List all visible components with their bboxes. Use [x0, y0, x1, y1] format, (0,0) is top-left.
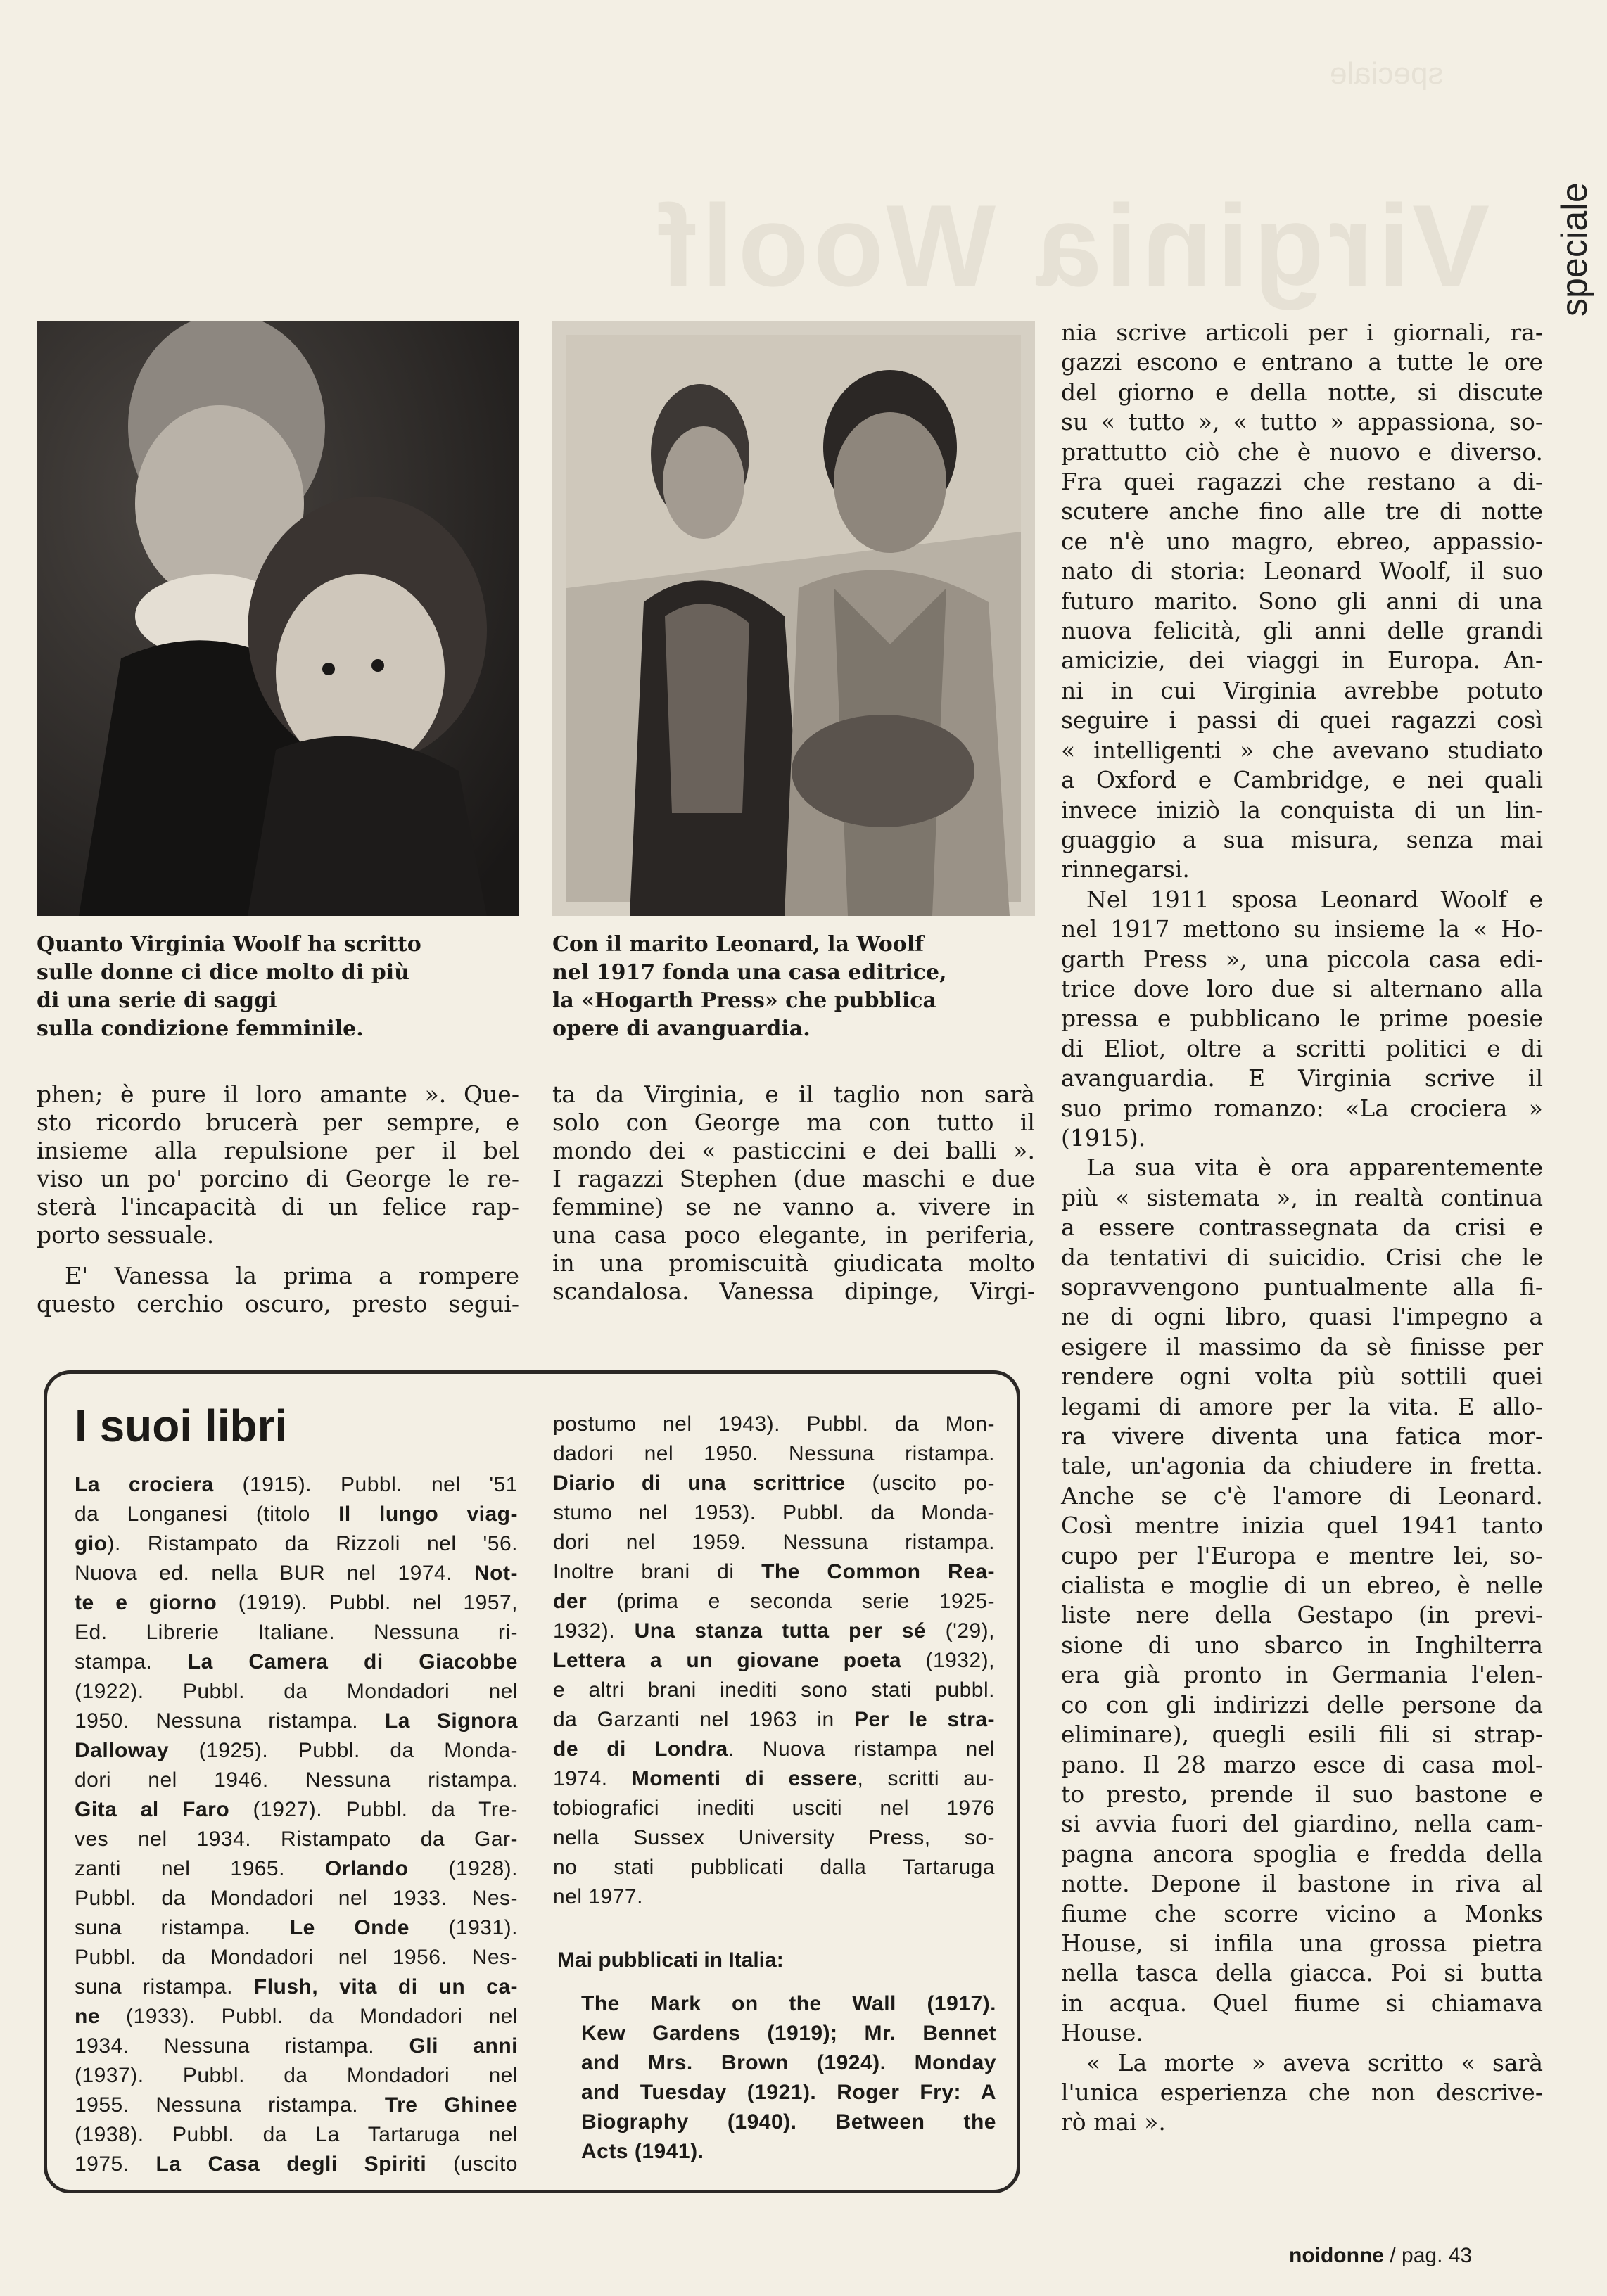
- text-line: del giorno e della notte, si discute: [1061, 378, 1543, 406]
- book-text: no stati pubblicati dalla Tartaruga: [553, 1856, 995, 1879]
- text-line: invece iniziò la conquista di un lin-: [1061, 796, 1543, 824]
- unpublished-line: Kew Gardens (1919); Mr. Bennet: [581, 2022, 996, 2045]
- book-text: (1925). Pubbl. da Monda-: [169, 1739, 518, 1762]
- caption-line: opere di avanguardia.: [552, 1016, 811, 1041]
- book-line: [553, 1794, 995, 1823]
- book-text: Pubbl. da Mondadori nel 1956. Nes-: [75, 1946, 518, 1969]
- books-title: I suoi libri: [75, 1401, 288, 1451]
- text-line: ce n'è uno magro, ebreo, appassio-: [1061, 527, 1543, 555]
- book-text: 1975.: [75, 2152, 156, 2176]
- text-line: solo con George ma con tutto il: [552, 1109, 1035, 1136]
- book-text: (uscito po-: [845, 1472, 995, 1495]
- text-line: su « tutto », « tutto » appassiona, so-: [1061, 408, 1543, 436]
- text-line: futuro marito. Sono gli anni di una: [1061, 587, 1543, 615]
- text-line: era già pronto in Germania l'elen-: [1061, 1661, 1543, 1689]
- book-line: [553, 1853, 995, 1882]
- books-list-right: [553, 1410, 995, 1912]
- book-line: [75, 1943, 518, 1972]
- text-line: in acqua. Quel fiume si chiamava: [1061, 1989, 1543, 2017]
- book-line: [75, 2091, 518, 2120]
- book-line: [75, 1470, 518, 1500]
- text-line: in una promiscuità giudicata molto: [552, 1249, 1035, 1277]
- text-line: sopravvengono puntualmente alla fi-: [1061, 1273, 1543, 1301]
- text-line: I ragazzi Stephen (due maschi e due: [552, 1165, 1035, 1192]
- unpublished-title: Mai pubblicati in Italia:: [557, 1949, 784, 1972]
- book-line: [553, 1410, 995, 1439]
- text-line: una casa poco elegante, in periferia,: [552, 1221, 1035, 1249]
- book-text: (1928).: [408, 1857, 519, 1880]
- text-line: liste nere della Gestapo (in previ-: [1061, 1601, 1543, 1629]
- book-text: Pubbl. da Mondadori nel 1933. Nes-: [75, 1887, 518, 1910]
- book-title: La Casa degli Spiriti: [155, 2152, 427, 2176]
- book-title: Not-: [474, 1562, 518, 1585]
- text-line: tale, un'agonia da chiudere in fretta.: [1061, 1452, 1543, 1480]
- unpublished-line: Acts (1941).: [581, 2140, 704, 2163]
- text-line: nia scrive articoli per i giornali, ra-: [1061, 319, 1543, 346]
- book-title: Flush, vita di un ca-: [253, 1975, 518, 1998]
- book-text: , scritti au-: [857, 1767, 995, 1790]
- book-line: [553, 1498, 995, 1528]
- book-title: Le Onde: [289, 1916, 409, 1939]
- text-line: nella tasca della giacca. Poi si butta: [1061, 1959, 1543, 1987]
- book-text: dadori nel 1950. Nessuna ristampa.: [553, 1442, 995, 1465]
- unpublished-line: Biography (1940). Between the: [581, 2110, 996, 2134]
- book-text: (1931).: [409, 1916, 518, 1939]
- text-line: si avvia fuori del giardino, nella cam-: [1061, 1810, 1543, 1838]
- article-column-3: [1061, 318, 1543, 2138]
- text-line: rinnegarsi.: [1061, 855, 1190, 884]
- book-text: dori nel 1959. Nessuna ristampa.: [553, 1531, 995, 1554]
- text-line: guaggio a sua misura, senza mai: [1061, 825, 1543, 853]
- book-text: tobiografici inediti usciti nel 1976: [553, 1797, 995, 1820]
- book-text: (1932),: [901, 1649, 996, 1672]
- book-line: [553, 1764, 995, 1794]
- book-line: [75, 1707, 518, 1736]
- text-line: Così mentre inizia quel 1941 tanto: [1061, 1512, 1543, 1540]
- book-line: [75, 1559, 518, 1588]
- text-line: pano. Il 28 marzo esce di casa mol-: [1061, 1750, 1543, 1778]
- caption-line: nel 1917 fonda una casa editrice,: [552, 960, 947, 985]
- book-title: Dalloway: [75, 1739, 170, 1762]
- book-text: da Longanesi (titolo: [75, 1503, 339, 1526]
- book-line: [553, 1676, 995, 1705]
- text-line: phen; è pure il loro amante ». Que-: [37, 1080, 519, 1108]
- photo-virginia-and-leonard: [552, 321, 1035, 916]
- text-line: sione di uno sbarco in Inghilterra: [1061, 1631, 1543, 1659]
- book-text: postumo nel 1943). Pubbl. da Mon-: [553, 1412, 995, 1436]
- unpublished-line: and Tuesday (1921). Roger Fry: A: [581, 2081, 996, 2104]
- text-line: eliminare), quegli esili fili si strap-: [1061, 1721, 1543, 1749]
- book-text: nel 1977.: [553, 1885, 643, 1908]
- book-title: Diario di una scrittrice: [553, 1472, 846, 1495]
- text-line: fiume che scorre vicino a Monks: [1061, 1899, 1543, 1927]
- text-line: ra vivere diventa una fatica mor-: [1061, 1422, 1543, 1450]
- text-line: Nel 1911 sposa Leonard Woolf e: [1086, 885, 1543, 913]
- book-line: [553, 1882, 995, 1912]
- text-line: (1915).: [1061, 1123, 1146, 1152]
- text-line: porto sessuale.: [37, 1221, 215, 1249]
- book-line: [553, 1735, 995, 1764]
- book-line: [553, 1616, 995, 1646]
- book-line: [553, 1587, 995, 1616]
- magazine-name: noidonne: [1289, 2244, 1384, 2267]
- section-label: speciale: [1554, 182, 1595, 317]
- text-line: ni in cui Virginia avrebbe potuto: [1061, 676, 1543, 704]
- book-title: La Signora: [384, 1709, 518, 1733]
- book-text: dori nel 1946. Nessuna ristampa.: [75, 1768, 518, 1792]
- book-line: [75, 1647, 518, 1677]
- text-line: l'unica esperienza che non descrive-: [1061, 2078, 1543, 2106]
- text-line: ne di ogni libro, quasi l'impegno a: [1061, 1303, 1543, 1331]
- book-text: ves nel 1934. Ristampato da Gar-: [75, 1828, 518, 1851]
- text-line: seguire i passi di quei ragazzi così: [1061, 706, 1543, 734]
- page-number: pag. 43: [1402, 2244, 1473, 2267]
- page-footer: [1289, 2244, 1472, 2268]
- caption-line: la «Hogarth Press» che pubblica: [552, 988, 936, 1013]
- text-line: cialista e moglie di un ebreo, è nelle: [1061, 1571, 1543, 1600]
- book-line: [553, 1557, 995, 1587]
- book-line: [553, 1646, 995, 1676]
- text-line: avanguardia. E Virginia scrive il: [1061, 1064, 1543, 1092]
- text-line: mondo dei « pasticcini e dei balli ».: [552, 1137, 1035, 1164]
- book-line: [75, 1588, 518, 1618]
- books-list-left: [75, 1470, 518, 2179]
- text-line: di Eliot, oltre a scritti politici e di: [1061, 1034, 1543, 1062]
- book-title: La crociera: [75, 1473, 214, 1496]
- book-text: (uscito: [426, 2152, 518, 2176]
- text-line: nato di storia: Leonard Woolf, il suo: [1061, 557, 1543, 585]
- text-line: a essere contrassegnata da crisi e: [1061, 1213, 1543, 1242]
- book-line: [75, 2002, 518, 2032]
- text-line: garth Press », una piccola casa edi-: [1061, 945, 1543, 973]
- text-line: rendere ogni volta più sottili quei: [1061, 1363, 1543, 1391]
- book-title: Lettera a un giovane poeta: [553, 1649, 902, 1672]
- text-line: House.: [1061, 2019, 1143, 2047]
- unpublished-line: and Mrs. Brown (1924). Monday: [581, 2051, 996, 2074]
- book-line: [75, 1825, 518, 1854]
- caption-line: di una serie di saggi: [37, 988, 277, 1013]
- book-text: 1950. Nessuna ristampa.: [75, 1709, 385, 1733]
- book-line: [75, 1913, 518, 1943]
- book-text: (1919). Pubbl. nel 1957,: [217, 1591, 518, 1614]
- text-line: nuova felicità, gli anni delle grandi: [1061, 617, 1543, 645]
- book-line: [75, 1854, 518, 1884]
- book-text: ). Ristampato da Rizzoli nel '56.: [107, 1532, 518, 1555]
- text-line: « La morte » aveva scritto « sarà: [1086, 2048, 1543, 2077]
- text-line: pressa e pubblicano le prime poesie: [1061, 1005, 1543, 1033]
- caption-line: sulla condizione femminile.: [37, 1016, 364, 1041]
- book-line: [553, 1528, 995, 1557]
- text-line: prattutto ciò che è nuovo e diverso.: [1061, 438, 1543, 466]
- book-title: gio: [75, 1532, 108, 1555]
- ghost-label: speciale: [1330, 56, 1444, 91]
- book-line: [553, 1823, 995, 1853]
- text-line: questo cerchio oscuro, presto segui-: [37, 1290, 519, 1318]
- book-text: nella Sussex University Press, so-: [553, 1826, 995, 1849]
- text-line: sto ricordo brucerà per sempre, e: [37, 1109, 519, 1136]
- book-text: (1915). Pubbl. nel '51: [213, 1473, 518, 1496]
- book-line: [75, 1677, 518, 1707]
- book-text: (1938). Pubbl. da La Tartaruga nel: [75, 2123, 518, 2146]
- book-text: (prima e seconda serie 1925-: [587, 1590, 995, 1613]
- book-text: stampa.: [75, 1650, 188, 1673]
- ghost-title: Virginia Woolf: [654, 181, 1490, 310]
- book-line: [75, 1618, 518, 1647]
- text-line: pagna ancora spoglia e fredda della: [1061, 1839, 1543, 1868]
- text-line: esigere il massimo da sè finisse per: [1061, 1332, 1543, 1360]
- book-text: Ed. Librerie Italiane. Nessuna ri-: [75, 1621, 518, 1644]
- book-line: [75, 2032, 518, 2061]
- photo-virginia-and-leonard-image: [552, 321, 1035, 916]
- text-line: E' Vanessa la prima a rompere: [65, 1262, 519, 1289]
- book-title: Gli anni: [409, 2034, 518, 2058]
- book-text: stumo nel 1953). Pubbl. da Monda-: [553, 1501, 995, 1524]
- book-line: [553, 1469, 995, 1498]
- text-line: scutere anche fino alle tre di notte: [1061, 497, 1543, 525]
- book-title: Per le stra-: [853, 1708, 995, 1731]
- book-title: Orlando: [324, 1857, 409, 1880]
- text-line: a Oxford e Cambridge, e nei quali: [1061, 766, 1543, 794]
- text-line: viso un po' porcino di George le re-: [37, 1165, 519, 1192]
- book-text: 1974.: [553, 1767, 632, 1790]
- text-line: trice dove loro due si alternano alla: [1061, 974, 1543, 1002]
- text-line: scandalosa. Vanessa dipinge, Virgi-: [552, 1277, 1035, 1305]
- text-line: femmine) se ne vanno a. vivere in: [552, 1193, 1035, 1220]
- text-line: co con gli indirizzi delle persone da: [1061, 1690, 1543, 1718]
- text-line: cupo per l'Europa e mentre lei, so-: [1061, 1541, 1543, 1569]
- unpublished-line: The Mark on the Wall (1917).: [581, 1992, 996, 2015]
- book-text: suna ristampa.: [75, 1975, 254, 1998]
- text-line: ta da Virginia, e il taglio non sarà: [552, 1080, 1035, 1108]
- book-text: 1934. Nessuna ristampa.: [75, 2034, 409, 2058]
- book-title: de di Londra: [553, 1737, 728, 1761]
- text-line: Anche se c'è l'amore di Leonard.: [1061, 1481, 1543, 1510]
- book-title: The Common Rea-: [761, 1560, 995, 1583]
- book-text: ('29),: [926, 1619, 996, 1643]
- text-line: Fra quei ragazzi che restano a di-: [1061, 468, 1543, 496]
- book-title: La Camera di Giacobbe: [187, 1650, 518, 1673]
- book-title: Il lungo viag-: [338, 1503, 518, 1526]
- book-text: suna ristampa.: [75, 1916, 290, 1939]
- book-line: [75, 2120, 518, 2150]
- photo-woman-with-child-image: [37, 321, 519, 916]
- book-text: (1922). Pubbl. da Mondadori nel: [75, 1680, 518, 1703]
- text-line: da tentativi di suicidio. Crisi che le: [1061, 1243, 1543, 1271]
- book-text: da Garzanti nel 1963 in: [553, 1708, 854, 1731]
- book-title: Momenti di essere: [631, 1767, 858, 1790]
- book-text: 1932).: [553, 1619, 635, 1643]
- book-title: der: [553, 1590, 587, 1613]
- book-title: Una stanza tutta per sé: [634, 1619, 927, 1643]
- book-text: zanti nel 1965.: [75, 1857, 325, 1880]
- caption-line: Quanto Virginia Woolf ha scritto: [37, 932, 421, 957]
- book-text: Nuova ed. nella BUR nel 1974.: [75, 1562, 475, 1585]
- book-line: [553, 1705, 995, 1735]
- caption-line: Con il marito Leonard, la Woolf: [552, 932, 925, 957]
- text-line: La sua vita è ora apparentemente: [1086, 1154, 1543, 1182]
- book-text: 1955. Nessuna ristampa.: [75, 2093, 385, 2117]
- text-line: più « sistemata », in realtà continua: [1061, 1183, 1543, 1211]
- text-line: sterà l'incapacità di un felice rap-: [37, 1193, 519, 1220]
- book-text: Inoltre brani di: [553, 1560, 762, 1583]
- book-text: (1927). Pubbl. da Tre-: [229, 1798, 518, 1821]
- book-title: ne: [75, 2005, 101, 2028]
- unpublished-list: [581, 1989, 996, 2167]
- book-text: (1937). Pubbl. da Mondadori nel: [75, 2064, 518, 2087]
- caption-left: [37, 931, 519, 1043]
- book-line: [75, 1972, 518, 2002]
- footer-separator: /: [1390, 2244, 1396, 2267]
- text-line: to presto, prende il suo bastone e: [1061, 1780, 1543, 1808]
- text-line: « intelligenti » che avevano studiato: [1061, 736, 1543, 764]
- book-line: [75, 1529, 518, 1559]
- text-line: legami di amore per la vita. E allo-: [1061, 1392, 1543, 1420]
- text-line: gazzi escono e entrano a tutte le ore: [1061, 348, 1543, 376]
- caption-line: sulle donne ci dice molto di più: [37, 960, 409, 985]
- book-text: . Nuova ristampa nel: [728, 1737, 995, 1761]
- text-line: notte. Depone il bastone in riva al: [1061, 1870, 1543, 1898]
- book-line: [75, 1500, 518, 1529]
- text-line: amicizie, dei viaggi in Europa. An-: [1061, 646, 1543, 675]
- book-line: [75, 1766, 518, 1795]
- text-line: rò mai ».: [1061, 2108, 1166, 2136]
- text-line: House, si infila una grossa pietra: [1061, 1929, 1543, 1957]
- text-line: suo primo romanzo: «La crociera »: [1061, 1094, 1543, 1122]
- photo-woman-with-child: [37, 321, 519, 916]
- book-title: te e giorno: [75, 1591, 217, 1614]
- book-text: e altri brani inediti sono stati pubbl.: [553, 1678, 995, 1702]
- text-line: nel 1917 mettono su insieme la « Ho-: [1061, 915, 1543, 943]
- book-line: [75, 1795, 518, 1825]
- book-line: [75, 2150, 518, 2179]
- text-line: insieme alla repulsione per il bel: [37, 1137, 519, 1164]
- book-line: [75, 1736, 518, 1766]
- article-column-1: [37, 1080, 519, 1318]
- book-line: [75, 2061, 518, 2091]
- caption-right: [552, 931, 1035, 1043]
- book-line: [75, 1884, 518, 1913]
- book-title: Gita al Faro: [75, 1798, 230, 1821]
- book-text: (1933). Pubbl. da Mondadori nel: [100, 2005, 518, 2028]
- book-title: Tre Ghinee: [384, 2093, 518, 2117]
- book-line: [553, 1439, 995, 1469]
- article-column-2: [552, 1080, 1035, 1306]
